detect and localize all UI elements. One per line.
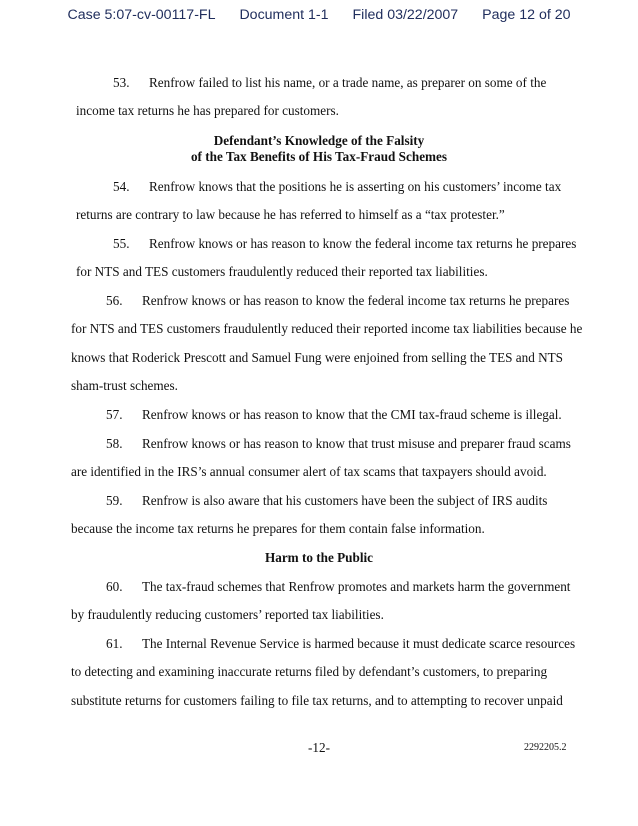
- paragraph-56-line: sham-trust schemes.: [71, 378, 178, 393]
- section-heading-knowledge: Defendant’s Knowledge of the Falsity: [213, 133, 425, 148]
- paragraph-56-line: for NTS and TES customers fraudulently reduced their reported income tax liabilities because he: [71, 321, 583, 336]
- paragraph-57-first-line: [106, 407, 562, 423]
- page-indicator: Page 12 of 20: [482, 7, 571, 23]
- paragraph-number: 58.: [106, 436, 123, 451]
- paragraph-54-line: returns are contrary to law because he has referred to himself as a “tax protester.”: [76, 207, 505, 222]
- paragraph-text: Renfrow knows or has reason to know that the CMI tax-fraud scheme is illegal.: [142, 407, 562, 422]
- paragraph-text: Renfrow knows or has reason to know that trust misuse and preparer fraud scams: [142, 436, 571, 451]
- paragraph-56-first-line: [106, 293, 569, 309]
- paragraph-61-line: substitute returns for customers failing to file tax returns, and to attempting to recover unpaid: [71, 693, 563, 708]
- paragraph-number: 57.: [106, 407, 123, 422]
- paragraph-59-line: because the income tax returns he prepares for them contain false information.: [71, 521, 485, 536]
- page-number: -12-: [308, 740, 330, 755]
- paragraph-55-line: for NTS and TES customers fraudulently reduced their reported tax liabilities.: [76, 264, 488, 279]
- paragraph-60-first-line: [106, 579, 570, 595]
- paragraph-53-first-line: [113, 75, 546, 91]
- paragraph-number: 55.: [113, 236, 130, 251]
- paragraph-61-line: to detecting and examining inaccurate returns filed by defendant’s customers, to preparing: [71, 664, 548, 679]
- court-filing-stamp: [0, 7, 638, 23]
- section-heading-harm: Harm to the Public: [264, 550, 374, 565]
- paragraph-number: 56.: [106, 293, 123, 308]
- paragraph-number: 59.: [106, 493, 123, 508]
- paragraph-60-line: by fraudulently reducing customers’ reported tax liabilities.: [71, 607, 384, 622]
- document-number: Document 1-1: [239, 7, 329, 23]
- paragraph-56-line: knows that Roderick Prescott and Samuel Fung were enjoined from selling the TES and NTS: [71, 350, 564, 365]
- paragraph-text: Renfrow is also aware that his customers have been the subject of IRS audits: [142, 493, 548, 508]
- paragraph-53-line: income tax returns he has prepared for customers.: [76, 103, 339, 118]
- paragraph-54-first-line: [113, 179, 561, 195]
- paragraph-number: 53.: [113, 75, 130, 90]
- case-number: Case 5:07-cv-00117-FL: [67, 7, 216, 23]
- paragraph-58-line: are identified in the IRS’s annual consumer alert of tax scams that taxpayers should avoid.: [71, 464, 547, 479]
- paragraph-58-first-line: [106, 436, 571, 452]
- paragraph-text: The tax-fraud schemes that Renfrow promotes and markets harm the government: [142, 579, 571, 594]
- paragraph-number: 54.: [113, 179, 130, 194]
- paragraph-text: The Internal Revenue Service is harmed because it must dedicate scarce resources: [142, 636, 576, 651]
- paragraph-59-first-line: [106, 493, 547, 509]
- paragraph-number: 60.: [106, 579, 123, 594]
- filed-date: Filed 03/22/2007: [352, 7, 459, 23]
- paragraph-number: 61.: [106, 636, 123, 651]
- document-id: 2292205.2: [524, 742, 567, 753]
- paragraph-text: Renfrow knows or has reason to know the federal income tax returns he prepares: [149, 236, 577, 251]
- paragraph-text: Renfrow knows that the positions he is asserting on his customers’ income tax: [149, 179, 562, 194]
- paragraph-text: Renfrow knows or has reason to know the federal income tax returns he prepares: [142, 293, 570, 308]
- paragraph-61-first-line: [106, 636, 575, 652]
- paragraph-text: Renfrow failed to list his name, or a trade name, as preparer on some of the: [149, 75, 547, 90]
- paragraph-55-first-line: [113, 236, 576, 252]
- section-heading-knowledge-line2: of the Tax Benefits of His Tax-Fraud Schemes: [190, 149, 448, 164]
